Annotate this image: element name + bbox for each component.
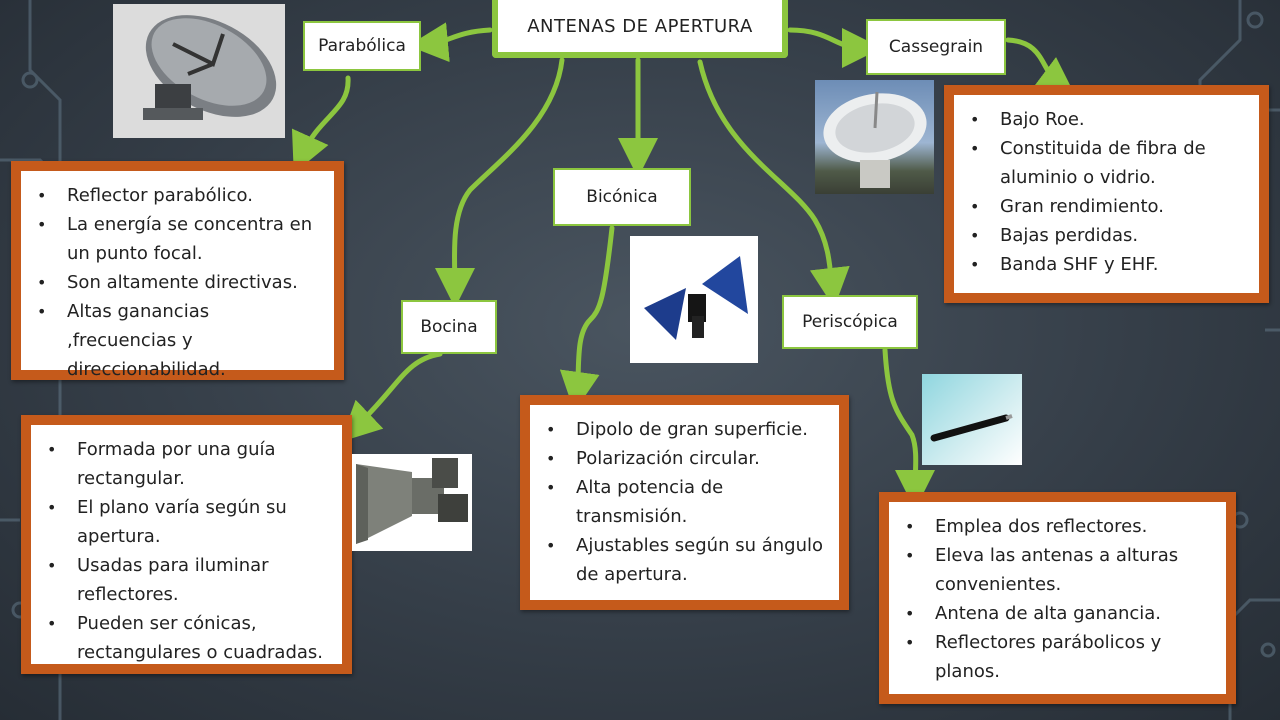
label-biconica: Bicónica [553,168,691,226]
bullet-item: • Banda SHF y EHF. [1000,250,1247,279]
biconical-antenna-image [630,236,758,363]
bullet-item: • Altas ganancias ,frecuencias y direccionabilidad. [67,297,322,384]
box-parabolica [11,161,344,380]
arrow-biconica-box [577,228,612,392]
bullet-item: • Polarización circular. [576,444,827,473]
arrow-cassegrain-box [1008,40,1060,85]
cassegrain-antenna-image [815,80,934,194]
arrow-bocina-box [355,354,440,428]
bullet-item: • Pueden ser cónicas, rectangulares o cuadradas. [77,609,330,667]
bullet-item: • Dipolo de gran superficie. [576,415,827,444]
label-cassegrain: Cassegrain [866,19,1006,75]
bullet-item: • Constituida de fibra de aluminio o vidrio. [1000,134,1247,192]
bullet-item: • Alta potencia de transmisión. [576,473,827,531]
bullet-item: • Emplea dos reflectores. [935,512,1214,541]
label-bocina: Bocina [401,300,497,354]
bullet-item: • Gran rendimiento. [1000,192,1247,221]
bullet-item: • Antena de alta ganancia. [935,599,1214,628]
box-cassegrain [944,85,1269,303]
diagram-title: ANTENAS DE APERTURA [492,0,788,58]
box-bocina [21,415,352,674]
bullet-item: • El plano varía según su apertura. [77,493,330,551]
bullet-item: • Ajustables según su ángulo de apertura. [576,531,827,589]
label-periscopica: Periscópica [782,295,918,349]
bullet-item: • Reflectores parábolicos y planos. [935,628,1214,686]
bullet-item: • Usadas para iluminar reflectores. [77,551,330,609]
label-parabolica: Parabólica [303,21,421,71]
bullet-item: • Son altamente directivas. [67,268,322,297]
arrow-to-bocina [454,60,562,288]
bullet-item: • Eleva las antenas a alturas convenientes. [935,541,1214,599]
bullet-item: • Formada por una guía rectangular. [77,435,330,493]
horn-antenna-image [352,454,472,551]
parabolic-antenna-image [113,4,285,138]
box-periscopica [879,492,1236,704]
box-biconica [520,395,849,610]
periscopic-antenna-image [922,374,1022,465]
bullet-item: • Reflector parabólico. [67,181,322,210]
bullet-item: • La energía se concentra en un punto focal. [67,210,322,268]
arrow-to-cassegrain [790,30,862,48]
arrow-parabolica-box [302,78,348,155]
bullet-item: • Bajas perdidas. [1000,221,1247,250]
arrow-to-parabolica [428,30,490,44]
arrow-periscopica-box [885,350,916,490]
bullet-item: • Bajo Roe. [1000,105,1247,134]
